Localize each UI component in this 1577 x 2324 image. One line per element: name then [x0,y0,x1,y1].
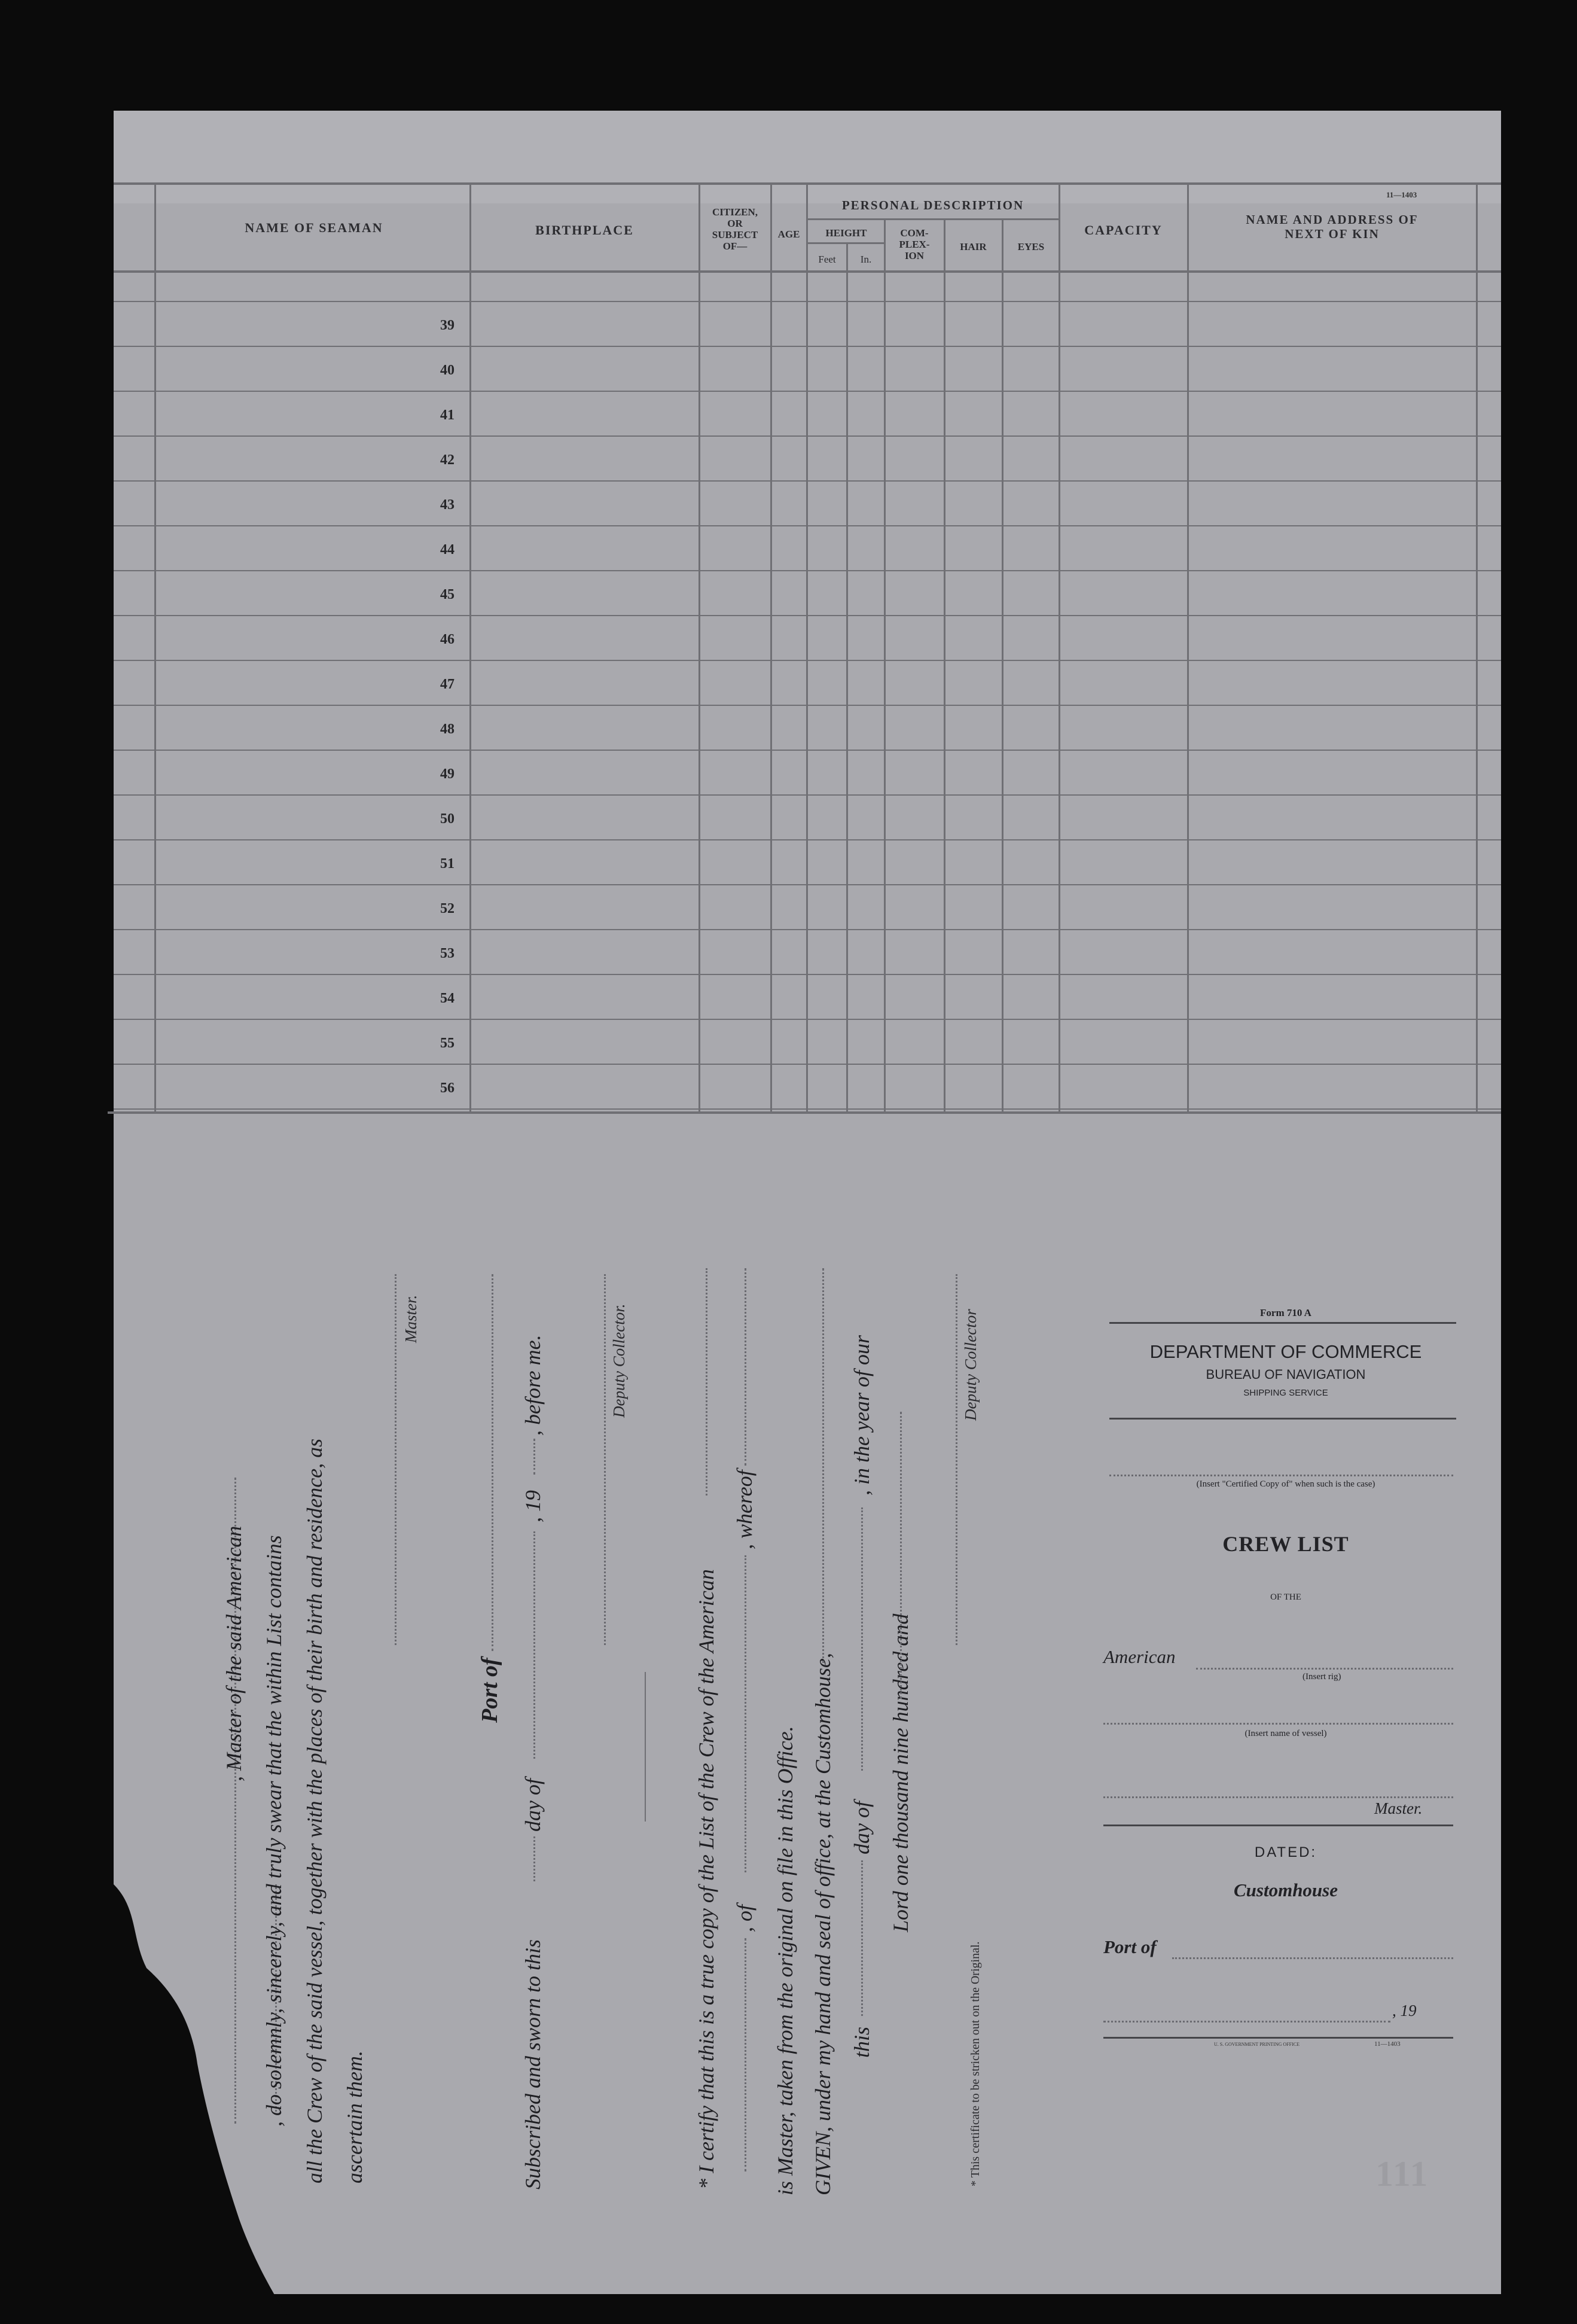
header-complexion [885,227,944,261]
col-line [944,218,945,1113]
department-name: DEPARTMENT OF COMMERCE [1149,1341,1422,1362]
header-inches: In. [860,254,872,265]
header-next-of-kin [1190,212,1474,241]
certificate-line-6: Lord one thousand nine hundred and [889,1613,913,1932]
vessel-line [706,1268,707,1495]
master-signature-label: Master. [402,1295,420,1343]
customhouse-label: Customhouse [1233,1880,1338,1900]
row-number: 56 [440,1080,455,1096]
dated-label: DATED: [1254,1844,1317,1860]
header-capacity: CAPACITY [1084,223,1163,237]
certified-copy-note: (Insert "Certified Copy of" when such is the case) [1196,1479,1375,1489]
year-number-line [900,1412,902,1699]
col-line [806,182,808,1113]
month-line [533,1531,535,1759]
certificate-line-1: * I certify that this is a true copy of the List of the Crew of the American [694,1569,718,2189]
of-line [745,1938,746,2171]
row-number: 54 [440,991,455,1006]
header-complexion-line: PLEX- [899,239,930,250]
header-personal-description: PERSONAL DESCRIPTION [841,198,1024,212]
day-line [533,1836,535,1881]
header-complexion-line: ION [904,250,925,261]
before-me-text: , before me. [521,1335,545,1436]
port-of-line [492,1274,493,1651]
certificate-line-4: GIVEN, under my hand and seal of office, at the Customhouse, [811,1653,835,2195]
vessel-name-line [1103,1723,1453,1725]
printer-imprint: U. S. GOVERNMENT PRINTING OFFICE [1214,2042,1300,2047]
row-number: 51 [440,856,455,872]
certificate-footnote: * This certificate to be stricken out on the Original. [969,1941,982,2186]
oath-line-4: ascertain them. [343,2051,367,2183]
day-of-text: day of [521,1778,545,1832]
deputy-certificate-signature-line [956,1274,957,1645]
port-of-label: Port of [477,1658,502,1723]
form-number: Form 710 A [1260,1307,1311,1318]
row-number: 49 [440,766,455,782]
certificate-line-3: is Master, taken from the original on file in this Office. [773,1726,797,2195]
col-line [1059,182,1060,1113]
cover-port-line [1172,1957,1453,1959]
this-day-line [861,1860,863,2016]
faded-stamp: 111 [1375,2154,1429,2194]
american-label: American [1103,1646,1176,1667]
col-line [1476,182,1478,1113]
header-citizen [700,206,770,252]
master-signature-line [395,1274,396,1645]
oath-line-2: , do solemnly, sincerely, and truly swear that the within List contains [262,1535,286,2127]
cover-date-line [1103,2021,1390,2023]
table-bottom-rule [108,1111,1501,1114]
certificate-day-of: day of [850,1801,874,1854]
certificate-whereof: , whereof [733,1470,757,1549]
master-name-cover-line [1103,1796,1453,1798]
oath-line-3: all the Crew of the said vessel, together with the places of their birth and residence, as [303,1438,327,2183]
master-name-line [745,1268,746,1466]
crew-list-title: CREW LIST [1222,1532,1349,1556]
header-citizen-line: SUBJECT [712,229,758,240]
year-text: , 19 [521,1490,545,1522]
row-number: 55 [440,1035,455,1051]
cover-year-label: , 19 [1392,2002,1417,2020]
header-name-of-seaman: NAME OF SEAMAN [245,220,383,235]
subscribed-text: Subscribed and sworn to this [521,1939,545,2189]
insert-rig-note: (Insert rig) [1303,1672,1341,1682]
header-birthplace: BIRTHPLACE [535,223,634,237]
certificate-year-of-our: , in the year of our [850,1335,874,1495]
certificate-this: this [850,2026,874,2058]
header-feet: Feet [818,254,836,265]
row-number: 40 [440,363,455,378]
row-number: 46 [440,632,455,647]
cover-port-of-label: Port of [1103,1936,1157,1957]
row-number: 47 [440,677,455,692]
cover-rule [1103,1825,1453,1826]
header-age: AGE [777,229,800,240]
cover-master-label: Master. [1374,1799,1423,1817]
col-line [884,218,886,1113]
seal-divider [645,1672,646,1822]
deputy-signature-line [604,1274,606,1645]
service-name: SHIPPING SERVICE [1243,1388,1328,1398]
header-next-of-kin-line: NEXT OF KIN [1285,227,1380,241]
corner-form-code: 11—1403 [1386,190,1417,199]
torn-corner [102,1884,287,2315]
printer-code: 11—1403 [1374,2040,1401,2048]
deputy-collector-certificate-label: Deputy Collector [962,1309,980,1421]
col-line [154,182,156,1113]
cover-bottom-rule [1103,2037,1453,2039]
header-citizen-line: OR [727,218,743,229]
header-citizen-line: CITIZEN, [712,206,758,218]
col-line [1187,182,1189,1113]
row-number: 50 [440,811,455,827]
month-of-year-line [861,1507,863,1771]
cover-rule [1109,1418,1456,1420]
row-number: 45 [440,587,455,602]
insert-vessel-name-note: (Insert name of vessel) [1244,1729,1327,1738]
deputy-collector-label: Deputy Collector. [610,1303,628,1418]
of-the-label: OF THE [1270,1592,1301,1602]
header-height: HEIGHT [825,227,867,239]
whereof-line [745,1555,746,1872]
certificate-of: , of [733,1904,757,1932]
row-number: 48 [440,721,455,737]
row-number: 53 [440,946,455,961]
personal-description-rule [807,218,1059,220]
header-citizen-line: OF— [722,240,748,252]
row-number: 43 [440,497,455,513]
col-line [1002,218,1003,1113]
rig-line [1196,1668,1453,1670]
col-line [469,182,471,1113]
row-number: 42 [440,452,455,468]
header-complexion-line: COM- [900,227,929,239]
col-line [770,182,772,1113]
header-hair: HAIR [960,241,987,252]
bureau-name: BUREAU OF NAVIGATION [1206,1367,1366,1382]
header-eyes: EYES [1017,241,1045,252]
row-number: 41 [440,407,455,423]
row-number: 39 [440,318,455,333]
row-number: 44 [440,542,455,558]
col-line [698,182,700,1113]
cover-top-rule [1109,1322,1456,1324]
certified-copy-line [1109,1475,1453,1476]
customhouse-line [822,1268,824,1663]
row-number: 52 [440,901,455,916]
oath-line-1: , Master of the said American [222,1525,246,1781]
col-line [846,242,848,1113]
header-next-of-kin-line: NAME AND ADDRESS OF [1246,212,1419,227]
year-line [533,1439,535,1475]
